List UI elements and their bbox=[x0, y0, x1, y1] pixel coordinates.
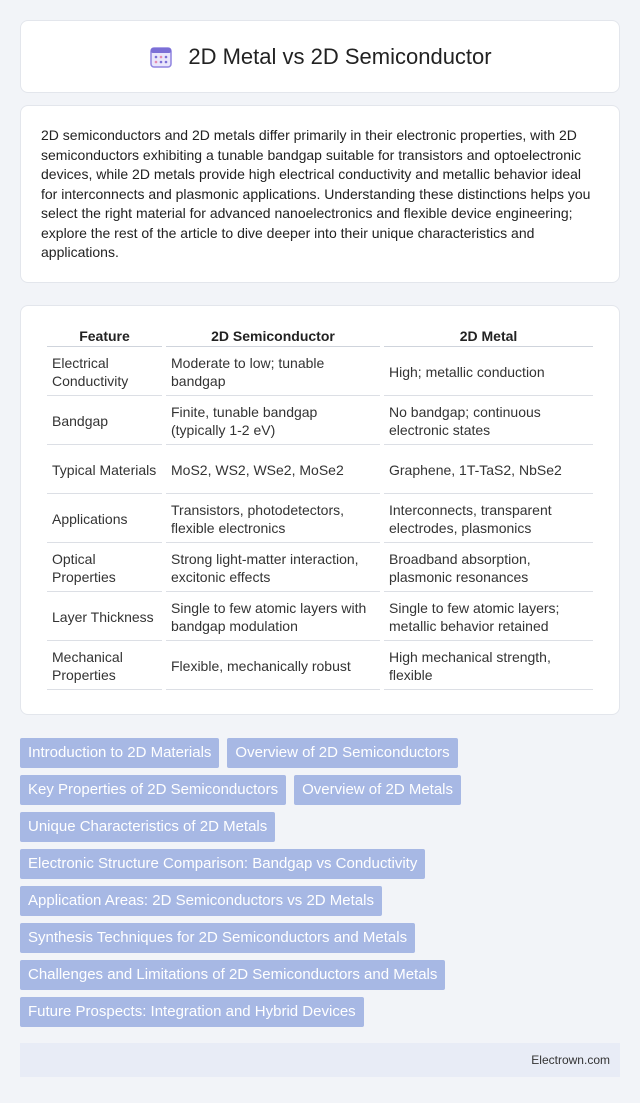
table-cell: High mechanical strength, flexible bbox=[384, 641, 593, 690]
table-row bbox=[47, 445, 593, 494]
table-row bbox=[47, 396, 593, 445]
table-cell: Layer Thickness bbox=[47, 592, 162, 641]
comparison-table bbox=[43, 324, 597, 690]
table-row bbox=[47, 494, 593, 543]
topic-link-unique-characteristics[interactable]: Unique Characteristics of 2D Metals bbox=[20, 812, 275, 842]
footer-brand: Electrown.com bbox=[531, 1053, 610, 1067]
page-title: 2D Metal vs 2D Semiconductor bbox=[188, 43, 492, 69]
table-cell: High; metallic conduction bbox=[384, 347, 593, 396]
calendar-grid-icon bbox=[148, 44, 174, 70]
table-cell: Single to few atomic layers with bandgap modulation bbox=[166, 592, 380, 641]
intro-paragraph: 2D semiconductors and 2D metals differ primarily in their electronic properties, with 2D semiconductors exhibiting a tunable bandgap suitable for transistors and optoelectronic devices, while 2D metals provide high electrical conductivity and metallic behavior ideal for interconnects and plasmonic applications. Understanding these distinctions helps you select the right material for advanced nanoelectronics and flexible device engineering; explore the rest of the article to dive deeper into their unique characteristics and applications. bbox=[41, 127, 591, 260]
table-cell: Optical Properties bbox=[47, 543, 162, 592]
title-card bbox=[20, 20, 620, 93]
table-cell: No bandgap; continuous electronic states bbox=[384, 396, 593, 445]
topic-link-synthesis[interactable]: Synthesis Techniques for 2D Semiconductors and Metals bbox=[20, 923, 415, 953]
topic-link-application-areas[interactable]: Application Areas: 2D Semiconductors vs 2D Metals bbox=[20, 886, 382, 916]
table-cell: Typical Materials bbox=[47, 445, 162, 494]
table-cell: Flexible, mechanically robust bbox=[166, 641, 380, 690]
topic-link-overview-metals[interactable]: Overview of 2D Metals bbox=[294, 775, 461, 805]
footer bbox=[20, 1043, 620, 1077]
column-header: Feature bbox=[47, 324, 162, 347]
table-cell: Single to few atomic layers; metallic behavior retained bbox=[384, 592, 593, 641]
table-cell: Mechanical Properties bbox=[47, 641, 162, 690]
column-header: 2D Metal bbox=[384, 324, 593, 347]
table-cell: Bandgap bbox=[47, 396, 162, 445]
table-row bbox=[47, 543, 593, 592]
column-header: 2D Semiconductor bbox=[166, 324, 380, 347]
topic-link-future-prospects[interactable]: Future Prospects: Integration and Hybrid Devices bbox=[20, 997, 364, 1027]
topic-links bbox=[20, 738, 620, 1027]
table-cell: Finite, tunable bandgap (typically 1-2 eV) bbox=[166, 396, 380, 445]
intro-card bbox=[20, 105, 620, 283]
table-cell: MoS2, WS2, WSe2, MoSe2 bbox=[166, 445, 380, 494]
table-header-row bbox=[47, 324, 593, 347]
table-cell: Electrical Conductivity bbox=[47, 347, 162, 396]
topic-link-challenges[interactable]: Challenges and Limitations of 2D Semiconductors and Metals bbox=[20, 960, 445, 990]
topic-link-introduction[interactable]: Introduction to 2D Materials bbox=[20, 738, 219, 768]
table-row bbox=[47, 641, 593, 690]
comparison-table-card bbox=[20, 305, 620, 715]
topic-link-overview-semiconductors[interactable]: Overview of 2D Semiconductors bbox=[227, 738, 457, 768]
table-cell: Broadband absorption, plasmonic resonances bbox=[384, 543, 593, 592]
topic-link-electronic-structure[interactable]: Electronic Structure Comparison: Bandgap vs Conductivity bbox=[20, 849, 425, 879]
table-cell: Interconnects, transparent electrodes, plasmonics bbox=[384, 494, 593, 543]
topic-link-key-properties[interactable]: Key Properties of 2D Semiconductors bbox=[20, 775, 286, 805]
table-cell: Moderate to low; tunable bandgap bbox=[166, 347, 380, 396]
table-cell: Applications bbox=[47, 494, 162, 543]
table-cell: Graphene, 1T-TaS2, NbSe2 bbox=[384, 445, 593, 494]
table-row bbox=[47, 347, 593, 396]
table-row bbox=[47, 592, 593, 641]
table-cell: Strong light-matter interaction, excitonic effects bbox=[166, 543, 380, 592]
table-cell: Transistors, photodetectors, flexible electronics bbox=[166, 494, 380, 543]
